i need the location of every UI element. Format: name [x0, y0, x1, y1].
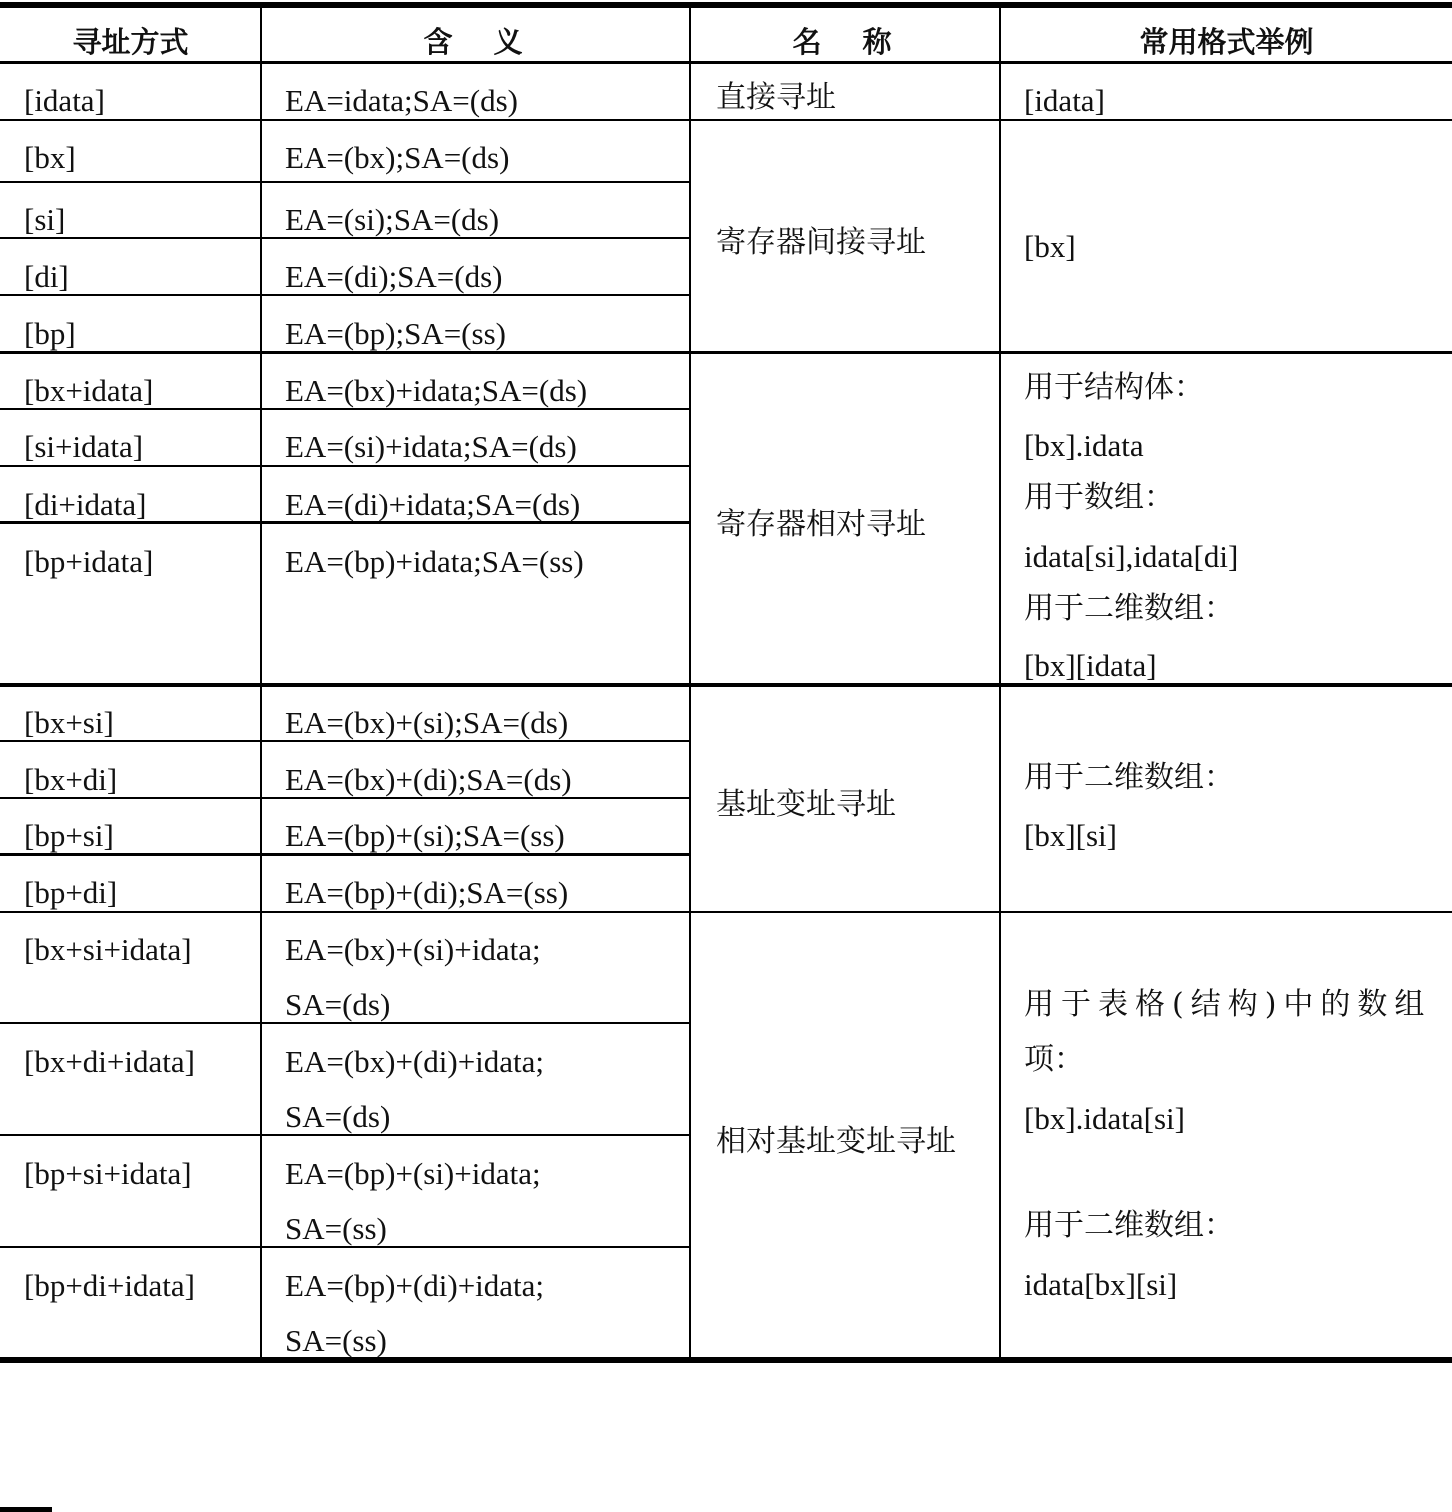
table-cell-meaning: EA=idata;SA=(ds) [285, 83, 518, 118]
header-name: 名 称 [792, 25, 898, 59]
table-cell-meaning: SA=(ss) [285, 1211, 387, 1246]
table-cell-mode: [si+idata] [24, 429, 144, 464]
table-cell-example: [bx][si] [1024, 818, 1117, 853]
table-cell-mode: [si] [24, 202, 66, 237]
table-cell-name: 相对基址变址寻址 [716, 1124, 956, 1159]
header-rule [0, 61, 1452, 64]
table-cell-name: 寄存器间接寻址 [716, 225, 926, 260]
table-cell-example: [idata] [1024, 83, 1105, 118]
table-cell-meaning: EA=(bx);SA=(ds) [285, 140, 510, 175]
table-cell-meaning: EA=(si)+idata;SA=(ds) [285, 429, 577, 464]
table-cell-example: idata[si],idata[di] [1024, 539, 1239, 574]
table-cell-example: 用于数组： [1024, 480, 1174, 515]
group-rule [0, 351, 1452, 354]
table-cell-mode: [bx] [24, 140, 76, 175]
table-cell-meaning: EA=(si);SA=(ds) [285, 202, 500, 237]
table-cell-mode: [di] [24, 259, 69, 294]
table-cell-mode: [bp+si] [24, 818, 114, 853]
table-cell-meaning: EA=(bx)+(si)+idata; [285, 932, 541, 967]
group-rule [0, 683, 1452, 687]
table-cell-meaning: EA=(bp);SA=(ss) [285, 316, 506, 351]
table-cell-meaning: EA=(bp)+(di);SA=(ss) [285, 875, 569, 910]
table-cell-mode: [bp] [24, 316, 76, 351]
table-cell-mode: [bx+si+idata] [24, 932, 192, 967]
table-cell-example: 用于结构体： [1024, 370, 1204, 405]
table-cell-mode: [di+idata] [24, 487, 147, 522]
table-cell-example: 用于表格(结构)中的数组 [1024, 987, 1432, 1022]
table-cell-meaning: EA=(bp)+idata;SA=(ss) [285, 544, 584, 579]
table-cell-mode: [bp+di+idata] [24, 1268, 195, 1303]
table-cell-meaning: EA=(di)+idata;SA=(ds) [285, 487, 581, 522]
table-cell-example: [bx].idata [1024, 428, 1144, 463]
row-rule [0, 181, 691, 183]
row-rule [0, 119, 1452, 121]
table-cell-meaning: EA=(bx)+idata;SA=(ds) [285, 373, 588, 408]
table-cell-meaning: EA=(bx)+(di)+idata; [285, 1044, 545, 1079]
table-cell-example: 用于二维数组： [1024, 591, 1234, 626]
table-cell-example: [bx].idata[si] [1024, 1101, 1185, 1136]
table-cell-meaning: SA=(ds) [285, 987, 391, 1022]
table-cell-name: 直接寻址 [716, 80, 836, 115]
table-cell-example: 用于二维数组： [1024, 760, 1234, 795]
bottom-rule [0, 1357, 1452, 1363]
table-cell-meaning: EA=(bx)+(si);SA=(ds) [285, 705, 569, 740]
table-cell-meaning: EA=(bp)+(si);SA=(ss) [285, 818, 565, 853]
table-cell-meaning: EA=(di);SA=(ds) [285, 259, 503, 294]
table-cell-meaning: SA=(ds) [285, 1099, 391, 1134]
table-cell-meaning: EA=(bx)+(di);SA=(ds) [285, 762, 572, 797]
table-cell-mode: [bx+si] [24, 705, 114, 740]
table-cell-meaning: SA=(ss) [285, 1323, 387, 1358]
table-cell-mode: [bp+idata] [24, 544, 154, 579]
table-cell-name: 基址变址寻址 [716, 787, 896, 822]
table-cell-mode: [idata] [24, 83, 105, 118]
table-cell-mode: [bx+idata] [24, 373, 154, 408]
table-cell-mode: [bp+si+idata] [24, 1156, 192, 1191]
column-divider [689, 6, 691, 1360]
column-divider [999, 6, 1001, 1360]
table-cell-name: 寄存器相对寻址 [716, 507, 926, 542]
row-rule [0, 465, 691, 467]
table-cell-example: [bx] [1024, 229, 1076, 264]
top-rule [0, 2, 1452, 8]
table-cell-mode: [bx+di] [24, 762, 118, 797]
group-rule [0, 911, 1452, 913]
header-example: 常用格式举例 [1139, 25, 1314, 59]
table-cell-mode: [bp+di] [24, 875, 118, 910]
footnote-rule [0, 1507, 52, 1512]
table-cell-example: [bx][idata] [1024, 648, 1157, 683]
table-cell-example: 项： [1024, 1042, 1084, 1077]
table-cell-meaning: EA=(bp)+(di)+idata; [285, 1268, 545, 1303]
table-cell-example: idata[bx][si] [1024, 1267, 1178, 1302]
table-cell-meaning: EA=(bp)+(si)+idata; [285, 1156, 541, 1191]
column-divider [260, 6, 262, 1360]
table-cell-mode: [bx+di+idata] [24, 1044, 195, 1079]
header-addressing-mode: 寻址方式 [72, 25, 189, 59]
table-cell-example: 用于二维数组： [1024, 1208, 1234, 1243]
header-meaning: 含 义 [423, 25, 529, 59]
